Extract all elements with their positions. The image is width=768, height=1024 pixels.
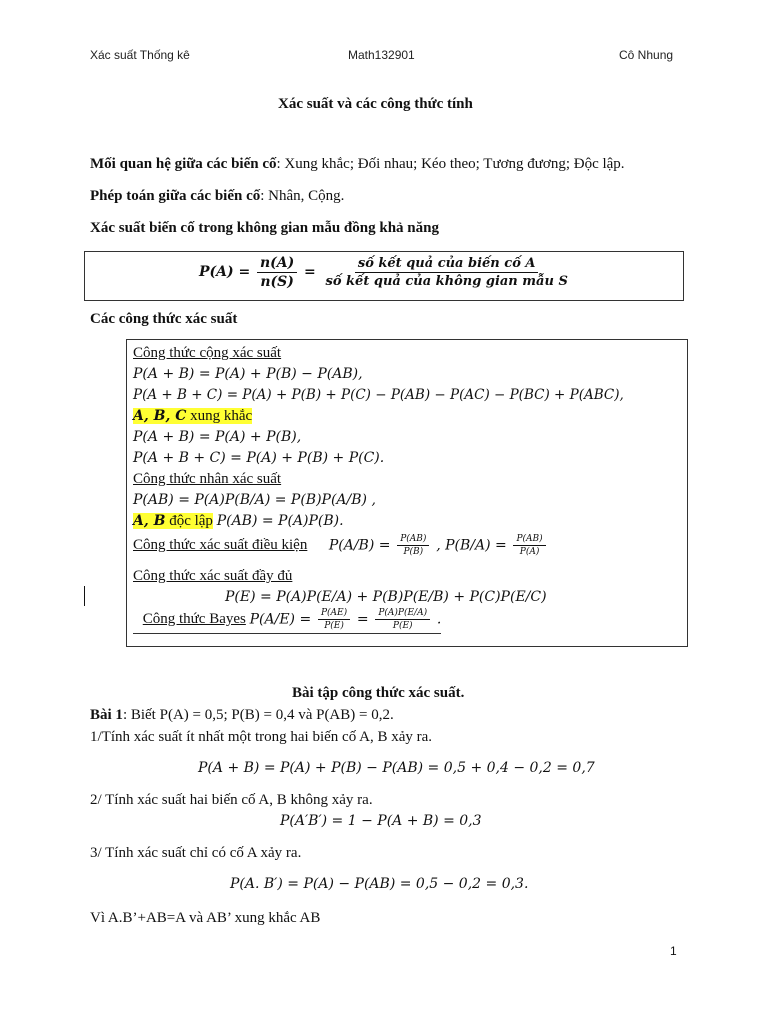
classical-lhs: P(A) = [199,263,251,280]
bayes-den2: P(E) [392,621,413,631]
bayes-frac2 [375,608,430,631]
classical-heading: Xác suất biến cố trong không gian mẫu đồng khả năng [90,220,439,236]
answer-3: P(A. B′) = P(A) − P(AB) = 0,5 − 0,2 = 0,3. [230,876,529,892]
cond-b: , P(B/A) = [436,537,507,554]
classical-frac2-num: số kết quả của biến cố A [355,256,539,273]
independent-vars: A, B [133,513,166,529]
cond-b-den: P(A) [519,547,540,557]
page-number: 1 [670,944,677,958]
question-2: 2/ Tính xác suất hai biến cố A, B không xảy ra. [90,792,373,808]
classical-frac2 [323,256,571,289]
header-course: Xác suất Thống kê [90,48,190,62]
bayes-end: . [436,611,442,628]
exclusive-note [133,408,252,425]
note-line: Vì A.B’+AB=A và AB’ xung khắc AB [90,910,321,926]
independent-highlight [133,513,213,529]
relations-line [90,156,625,173]
classical-frac1-num: n(A) [257,255,297,273]
bayes-lhs: P(A/E) = [249,611,312,628]
bayes-den1: P(E) [324,621,344,631]
add-formula-2: P(A + B + C) = P(A) + P(B) + P(C) − P(AB) − P(AC) − P(BC) + P(ABC), [133,387,624,403]
bayes-line [133,608,441,634]
question-1: 1/Tính xác suất ít nhất một trong hai biến cố A, B xảy ra. [90,729,433,745]
add-formula-4: P(A + B + C) = P(A) + P(B) + P(C). [133,450,385,466]
classical-formula [199,255,574,290]
add-formula-1: P(A + B) = P(A) + P(B) − P(AB), [133,366,363,382]
total-title: Công thức xác suất đầy đủ [133,568,293,584]
cond-a: P(A/B) = [328,537,391,554]
cond-a-num: P(AB) [397,534,429,546]
operations-line [90,188,344,205]
conditional-line [133,534,549,557]
classical-frac1 [257,255,297,290]
header-code: Math132901 [348,48,415,62]
classical-formula-box [84,251,684,301]
answer-2: P(A′B′) = 1 − P(A + B) = 0,3 [280,813,482,829]
classical-frac1-den: n(S) [260,274,294,290]
bayes-frac1 [318,608,350,631]
bai1-line [90,707,394,724]
bayes-num1: P(AE) [318,608,350,620]
bai1-label: Bài 1 [90,707,123,723]
add-title: Công thức cộng xác suất [133,345,282,361]
page-title: Xác suất và các công thức tính [278,96,473,112]
formulas-box [126,339,688,647]
classical-eq: = [304,263,316,280]
text-cursor [84,586,85,606]
total-formula: P(E) = P(A)P(E/A) + P(B)P(E/B) + P(C)P(E/C) [225,589,547,605]
cond-b-num: P(AB) [513,534,545,546]
question-3: 3/ Tính xác suất chỉ có cố A xảy ra. [90,845,302,861]
mul-formula-1: P(AB) = P(A)P(B/A) = P(B)P(A/B) , [133,492,376,508]
operations-label: Phép toán giữa các biến cố [90,188,261,204]
header-teacher: Cô Nhung [619,48,674,62]
add-formula-3: P(A + B) = P(A) + P(B), [133,429,302,445]
relations-text: : Xung khắc; Đối nhau; Kéo theo; Tương đương; Độc lập. [276,156,625,172]
exercises-heading: Bài tập công thức xác suất. [292,685,465,701]
cond-a-frac [397,534,429,557]
cond-a-den: P(B) [403,547,424,557]
operations-text: : Nhân, Cộng. [260,188,345,204]
exclusive-text: xung khắc [186,408,253,424]
bayes-eq: = [356,611,369,628]
answer-1: P(A + B) = P(A) + P(B) − P(AB) = 0,5 + 0,4 − 0,2 = 0,7 [198,760,595,776]
bayes-title: Công thức Bayes [142,611,246,627]
exclusive-vars: A, B, C [133,408,187,424]
independent-text: độc lập [165,513,213,529]
formulas-heading: Các công thức xác suất [90,311,238,327]
cond-title: Công thức xác suất điều kiện [133,537,308,553]
independent-line [133,513,344,530]
exclusive-highlight [133,408,252,424]
mul-formula-2: P(AB) = P(A)P(B). [216,513,344,529]
bayes-num2: P(A)P(E/A) [375,608,430,620]
classical-frac2-den: số kết quả của không gian mẫu S [325,274,568,289]
cond-b-frac [513,534,545,557]
mul-title: Công thức nhân xác suất [133,471,282,487]
relations-label: Mối quan hệ giữa các biến cố [90,156,277,172]
bai1-text: : Biết P(A) = 0,5; P(B) = 0,4 và P(AB) = 0,2. [122,707,394,723]
